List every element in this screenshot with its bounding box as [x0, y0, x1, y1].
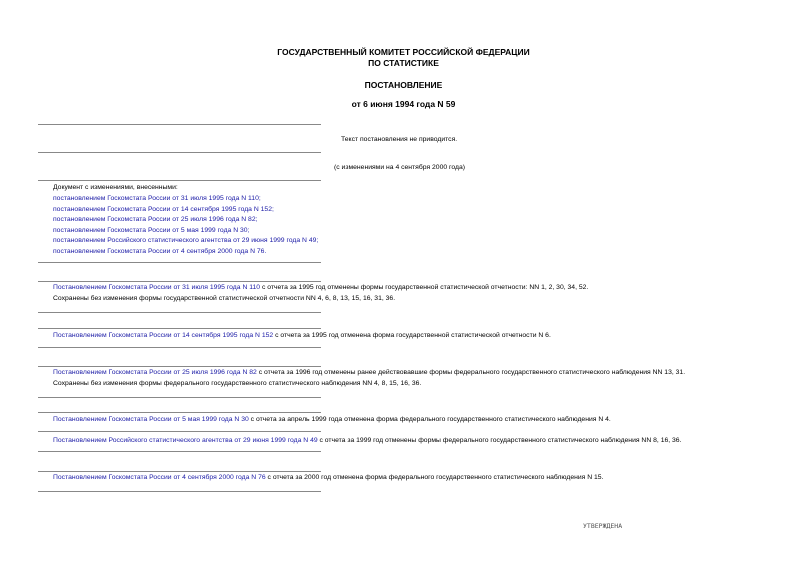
- amendment-note-link[interactable]: Постановлением Госкомстата России от 4 сентября 2000 года N 76: [53, 474, 266, 481]
- document-type: ПОСТАНОВЛЕНИЕ: [364, 80, 443, 90]
- amendment-link[interactable]: постановлением Госкомстата России от 5 мая 1999 года N 30;: [53, 226, 250, 234]
- amendment-note-text: с отчета за 1995 год отменены формы государственной статистической отчетности: NN 1, 2, 30, 34, 52.: [260, 284, 589, 291]
- amendment-note-text: с отчета за 1995 год отменена форма государственной статистической отчетности N 6.: [273, 332, 551, 339]
- amendment-note-link[interactable]: Постановлением Госкомстата России от 5 мая 1999 года N 30: [53, 416, 249, 423]
- header-line-2: ПО СТАТИСТИКЕ: [368, 58, 439, 68]
- separator: [38, 281, 321, 282]
- separator: [38, 431, 321, 432]
- amendment-link[interactable]: постановлением Госкомстата России от 25 июля 1996 года N 82;: [53, 216, 258, 223]
- separator: [38, 262, 321, 263]
- amendment-link[interactable]: постановлением Госкомстата России от 14 сентября 1995 года N 152;: [53, 205, 274, 213]
- separator: [38, 180, 321, 181]
- amendment-link[interactable]: постановлением Госкомстата России от 31 июля 1995 года N 110;: [53, 195, 261, 202]
- separator: [38, 471, 321, 472]
- amendment-note-link[interactable]: Постановлением Госкомстата России от 31 июля 1995 года N 110: [53, 284, 261, 291]
- amendment-note: [53, 436, 681, 445]
- amendment-note-link[interactable]: Постановлением Российского статистического агентства от 29 июня 1999 года N 49: [53, 437, 318, 444]
- document-date: от 6 июня 1994 года N 59: [351, 99, 456, 109]
- separator: [38, 451, 321, 452]
- amendment-note: [53, 331, 551, 340]
- amendment-link[interactable]: постановлением Госкомстата России от 4 сентября 2000 года N 76.: [53, 247, 267, 255]
- amendment-note-text: с отчета за апрель 1999 года отменена форма федерального государственного статистического наблюдения N 4.: [248, 416, 611, 423]
- separator: [38, 347, 321, 348]
- amendment-note-text: с отчета за 1999 год отменены формы федерального государственного статистического наблюдения NN 8, 16, 36.: [317, 437, 682, 444]
- separator: [38, 412, 321, 413]
- amendment-link[interactable]: постановлением Российского статистического агентства от 29 июня 1999 года N 49;: [53, 237, 319, 244]
- changes-note: (с изменениями на 4 сентября 2000 года): [334, 164, 465, 171]
- amendment-note-extra: Сохранены без изменения формы государственной статистической отчетности NN 4, 6, 8, 13, 15, 16, 31, 36.: [53, 295, 396, 302]
- amendment-note: [53, 283, 588, 292]
- separator: [38, 328, 321, 329]
- amendments-intro: Документ с изменениями, внесенными:: [53, 184, 178, 191]
- header-line-1: ГОСУДАРСТВЕННЫЙ КОМИТЕТ РОССИЙСКОЙ ФЕДЕРАЦИИ: [277, 47, 530, 57]
- amendment-note-text: с отчета за 1996 год отменены ранее действовавшие формы федерального государственного статистического наблюдения NN 13, 31.: [256, 369, 686, 376]
- separator: [38, 152, 321, 153]
- separator: [38, 312, 321, 313]
- approved-label: УТВЕРЖДЕНА: [583, 522, 623, 530]
- amendment-note: [53, 473, 603, 482]
- amendment-note: [53, 368, 685, 377]
- amendment-note-link[interactable]: Постановлением Госкомстата России от 25 июля 1996 года N 82: [53, 369, 257, 376]
- text-not-shown-note: Текст постановления не приводится.: [341, 136, 458, 143]
- amendment-note: [53, 415, 611, 424]
- separator: [38, 366, 321, 367]
- amendment-note-extra: Сохранены без изменения формы федерального государственного статистического наблюдения NN 4, 8, 15, 16, 36.: [53, 379, 422, 387]
- separator: [38, 491, 321, 492]
- amendment-note-text: с отчета за 2000 год отменена форма федерального государственного статистического наблюдения N 15.: [265, 474, 604, 481]
- separator: [38, 397, 321, 398]
- amendment-note-link[interactable]: Постановлением Госкомстата России от 14 сентября 1995 года N 152: [53, 332, 274, 339]
- separator: [38, 124, 321, 125]
